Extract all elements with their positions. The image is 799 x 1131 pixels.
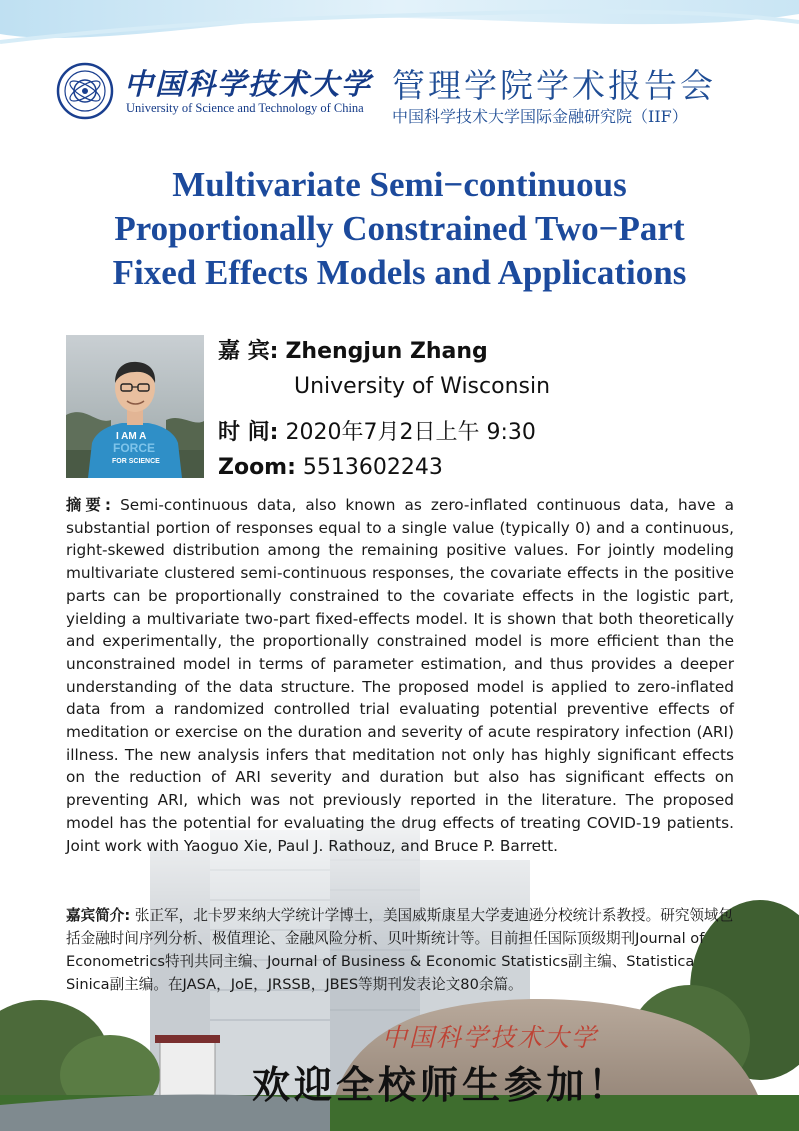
zoom-label: Zoom: <box>218 455 296 480</box>
talk-title-line: Fixed Effects Models and Applications <box>112 253 687 292</box>
speaker-name: Zhengjun Zhang <box>285 339 488 364</box>
time-line <box>218 415 536 446</box>
zoom-line <box>218 455 443 480</box>
speaker-photo <box>66 335 204 478</box>
abstract-text: Semi-continuous data, also known as zero-inflated continuous data, have a substantial portion of responses equal to a single value (typically 0) and a continuous, right-skewed distribution among the remaining positive values. For jointly modeling multivariate clustered semi-continuous responses, the covariate effects in the positive parts can be proportionally constrained to the covariate effects in the logistic part, yielding a multivariate two-part fixed-effects model. It is shown that both theoretically and experimentally, the proportionally constrained model is more efficient than the unconstrained model in terms of parameter estimation, and thus provides a deeper understanding of the data structure. The proposed model is applied to zero-inflated data from a randomized controlled trial evaluating potential preventive effects of meditation or exercise on the duration and severity of acute respiratory infection (ARI) illness. The new analysis infers that meditation not only has highly significant effects on the reduction of ARI severity and duration but also has significant effects on preventing ARI, which was not previously reported in the literature. The proposed model has the potential for evaluating the drug effects of treating COVID-19 patients. Joint work with Yaoguo Xie, Paul J. Rathouz, and Bruce P. Barrett. <box>66 496 734 855</box>
header-wave-decoration <box>0 0 799 60</box>
guest-label: 嘉 宾: <box>218 339 279 364</box>
bio-text: 张正军，北卡罗来纳大学统计学博士，美国威斯康星大学麦迪逊分校统计系教授。研究领域包括金融时间序列分析、极值理论、金融风险分析、贝叶斯统计等。目前担任国际顶级期刊Journal of Econometrics特刊共同主编、Journal of Business & Economic Statistics副主编、Statistica Sinica副主编。在JASA，JoE，JRSSB，JBES等期刊发表论文80余篇。 <box>66 907 734 993</box>
rock-inscription: 中国科学技术大学 <box>382 1023 599 1052</box>
university-seal-logo <box>56 62 114 120</box>
speaker-line <box>218 334 488 365</box>
welcome-message: 欢迎全校师生参加！ <box>252 1062 631 1107</box>
talk-title <box>20 163 779 295</box>
zoom-id: 5513602243 <box>302 455 443 480</box>
talk-title-line: Multivariate Semi−continuous <box>172 165 627 204</box>
event-series-subtitle: 中国科学技术大学国际金融研究院（IIF） <box>392 107 688 126</box>
university-name-en: University of Science and Technology of China <box>126 101 364 115</box>
shirt-text: FOR SCIENCE <box>112 458 160 465</box>
event-series-title: 管理学院学术报告会 <box>392 66 716 105</box>
university-name-cn: 中国科学技术大学 <box>124 67 373 101</box>
bio-label: 嘉宾简介: <box>66 907 131 924</box>
talk-time: 2020年7月2日上午 9:30 <box>285 420 536 445</box>
time-label: 时 间: <box>218 420 279 445</box>
speaker-bio <box>66 904 738 996</box>
shirt-text: I AM A <box>116 431 147 442</box>
abstract-label: 摘要: <box>66 496 112 514</box>
speaker-affiliation: University of Wisconsin <box>294 374 551 399</box>
shirt-text: FORCE <box>113 441 155 455</box>
abstract <box>66 494 734 857</box>
talk-title-line: Proportionally Constrained Two−Part <box>114 209 685 248</box>
